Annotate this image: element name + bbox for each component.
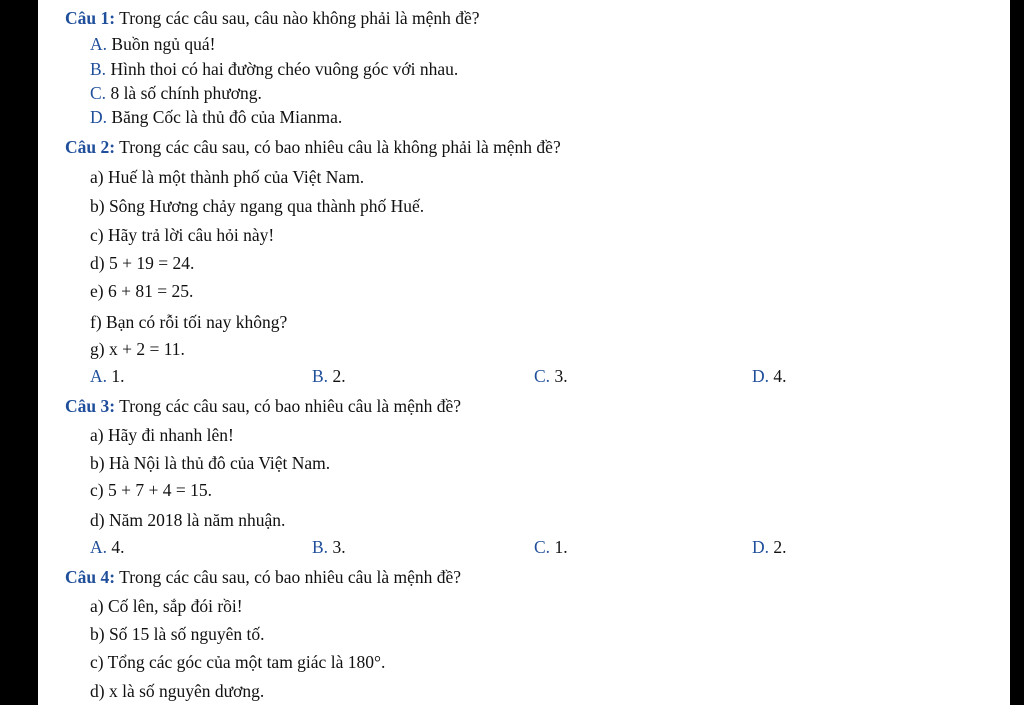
q2-option-a (90, 365, 125, 387)
question-2-text: Trong các câu sau, có bao nhiêu câu là không phải là mệnh đề? (119, 137, 561, 157)
option-letter: D. (752, 366, 770, 386)
option-text: 8 là số chính phương. (110, 83, 262, 103)
statement-text: Bạn có rỗi tối nay không? (106, 312, 288, 332)
option-letter: A. (90, 34, 108, 54)
statement-id: a) (90, 596, 104, 616)
question-1 (65, 7, 480, 29)
statement-text: Năm 2018 là năm nhuận. (108, 510, 286, 530)
question-3-label: Câu 3: (65, 396, 116, 416)
statement-id: c) (90, 652, 104, 672)
statement-text: Tổng các góc của một tam giác là 180°. (107, 652, 386, 672)
option-letter: B. (90, 59, 107, 79)
q4-statement-a (90, 595, 243, 617)
statement-id: d) (90, 510, 105, 530)
statement-text: Huế là một thành phố của Việt Nam. (107, 167, 365, 187)
option-text: Hình thoi có hai đường chéo vuông góc với nhau. (110, 59, 459, 79)
question-4-label: Câu 4: (65, 567, 116, 587)
question-2 (65, 136, 561, 158)
q2-statement-d (90, 252, 194, 274)
option-letter: C. (534, 366, 551, 386)
option-letter: B. (312, 537, 329, 557)
q3-option-c (534, 536, 568, 558)
q1-option-b (90, 58, 458, 80)
question-3 (65, 395, 461, 417)
statement-id: c) (90, 480, 104, 500)
q2-statement-e (90, 280, 193, 302)
statement-text: x + 2 = 11. (108, 339, 185, 359)
statement-id: b) (90, 624, 105, 644)
option-letter: C. (534, 537, 551, 557)
q4-statement-b (90, 623, 265, 645)
question-1-text: Trong các câu sau, câu nào không phải là mệnh đề? (119, 8, 480, 28)
statement-text: 6 + 81 = 25. (107, 281, 194, 301)
statement-id: g) (90, 339, 105, 359)
statement-id: d) (90, 681, 105, 701)
q3-option-a (90, 536, 125, 558)
q1-option-c (90, 82, 262, 104)
q4-statement-d (90, 680, 264, 702)
q3-statement-d (90, 509, 285, 531)
statement-text: Hà Nội là thủ đô của Việt Nam. (108, 453, 331, 473)
option-text: Buồn ngủ quá! (111, 34, 216, 54)
q3-statement-c (90, 479, 212, 501)
option-letter: C. (90, 83, 107, 103)
statement-id: a) (90, 425, 104, 445)
statement-id: f) (90, 312, 102, 332)
q3-option-d (752, 536, 787, 558)
option-text: 4. (111, 537, 125, 557)
q1-option-d (90, 106, 342, 128)
option-letter: D. (752, 537, 770, 557)
q2-statement-b (90, 195, 424, 217)
q2-option-d (752, 365, 787, 387)
q2-statement-c (90, 224, 274, 246)
statement-id: a) (90, 167, 104, 187)
statement-text: Hãy trả lời câu hỏi này! (107, 225, 275, 245)
option-text: Băng Cốc là thủ đô của Mianma. (111, 107, 343, 127)
q3-statement-a (90, 424, 234, 446)
option-letter: A. (90, 537, 108, 557)
statement-text: 5 + 7 + 4 = 15. (107, 480, 212, 500)
option-text: 1. (554, 537, 568, 557)
q2-statement-f (90, 311, 287, 333)
statement-id: b) (90, 196, 105, 216)
statement-id: c) (90, 225, 104, 245)
option-text: 3. (332, 537, 346, 557)
option-text: 2. (773, 537, 787, 557)
option-letter: D. (90, 107, 108, 127)
statement-text: x là số nguyên dương. (108, 681, 265, 701)
statement-text: Hãy đi nhanh lên! (107, 425, 234, 445)
question-4-text: Trong các câu sau, có bao nhiêu câu là mệnh đề? (119, 567, 462, 587)
statement-text: Cố lên, sắp đói rồi! (107, 596, 243, 616)
option-letter: A. (90, 366, 108, 386)
option-text: 1. (111, 366, 125, 386)
q4-statement-c (90, 651, 385, 673)
q3-option-b (312, 536, 346, 558)
statement-id: e) (90, 281, 104, 301)
option-text: 4. (773, 366, 787, 386)
question-1-label: Câu 1: (65, 8, 116, 28)
statement-id: b) (90, 453, 105, 473)
q3-statement-b (90, 452, 330, 474)
option-letter: B. (312, 366, 329, 386)
statement-id: d) (90, 253, 105, 273)
question-2-label: Câu 2: (65, 137, 116, 157)
statement-text: 5 + 19 = 24. (108, 253, 195, 273)
question-3-text: Trong các câu sau, có bao nhiêu câu là mệnh đề? (119, 396, 462, 416)
q1-option-a (90, 33, 215, 55)
statement-text: Số 15 là số nguyên tố. (108, 624, 265, 644)
question-4 (65, 566, 461, 588)
statement-text: Sông Hương chảy ngang qua thành phố Huế. (108, 196, 425, 216)
q2-statement-g (90, 338, 185, 360)
document-page (38, 0, 1010, 705)
option-text: 3. (554, 366, 568, 386)
option-text: 2. (332, 366, 346, 386)
q2-option-b (312, 365, 346, 387)
q2-statement-a (90, 166, 364, 188)
q2-option-c (534, 365, 568, 387)
